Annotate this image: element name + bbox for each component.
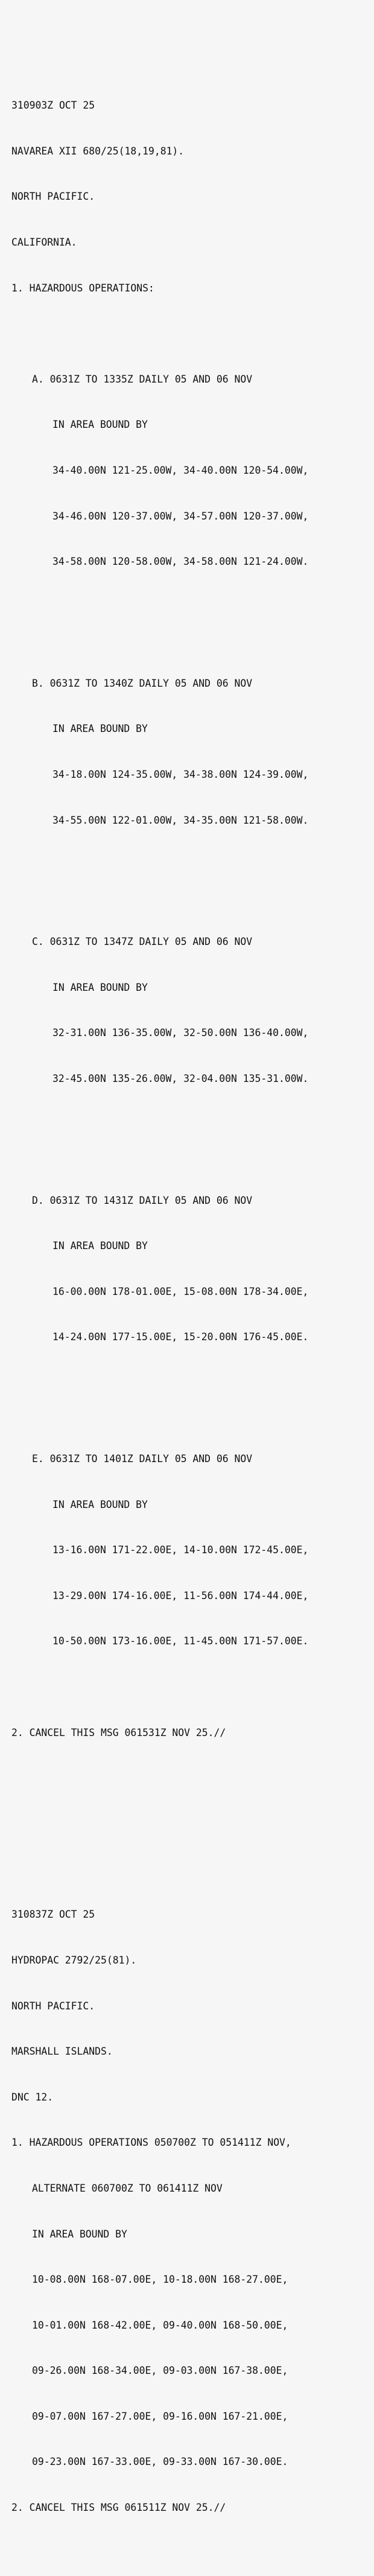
message-region: NORTH PACIFIC. (11, 191, 95, 203)
coordinate-line: 10-50.00N 173-16.00E, 11-45.00N 171-57.00E. (52, 1635, 309, 1647)
message-dtg: 310837Z OCT 25 (11, 1909, 95, 1921)
area-bound-label: IN AREA BOUND BY (52, 419, 148, 431)
coordinate-line: 13-16.00N 171-22.00E, 14-10.00N 172-45.00E, (52, 1544, 309, 1556)
area-bound-label: IN AREA BOUND BY (32, 2228, 127, 2240)
subitem-a (11, 341, 374, 599)
coordinate-line: 10-08.00N 168-07.00E, 10-18.00N 168-27.00E, (32, 2274, 288, 2286)
area-bound-label: IN AREA BOUND BY (52, 1498, 148, 1510)
area-bound-label: IN AREA BOUND BY (52, 981, 148, 993)
area-bound-label: IN AREA BOUND BY (52, 1240, 148, 1252)
coordinate-line: 14-24.00N 177-15.00E, 15-20.00N 176-45.00E. (52, 1331, 309, 1343)
hydropac-message (11, 1877, 374, 2546)
subitem-d (11, 1162, 374, 1375)
coordinate-line: 34-40.00N 121-25.00W, 34-40.00N 120-54.00W, (52, 464, 309, 476)
coordinate-line: 32-31.00N 136-35.00W, 32-50.00N 136-40.00W, (52, 1027, 309, 1039)
message-chart: DNC 12. (11, 2091, 54, 2103)
subitem-header: A. 0631Z TO 1335Z DAILY 05 AND 06 NOV (32, 373, 253, 385)
item-hazardous-operations: 1. HAZARDOUS OPERATIONS: (11, 282, 154, 294)
subitem-header: C. 0631Z TO 1347Z DAILY 05 AND 06 NOV (32, 936, 253, 948)
subitem-header: E. 0631Z TO 1401Z DAILY 05 AND 06 NOV (32, 1452, 253, 1465)
coordinate-line: 16-00.00N 178-01.00E, 15-08.00N 178-34.00E, (52, 1285, 309, 1297)
item-cancel: 2. CANCEL THIS MSG 061531Z NOV 25.// (11, 1726, 226, 1738)
subitem-c (11, 904, 374, 1117)
navarea-message (11, 68, 374, 1770)
subitem-b (11, 645, 374, 858)
coordinate-line: 34-18.00N 124-35.00W, 34-38.00N 124-39.00W, (52, 768, 309, 780)
area-bound-label: IN AREA BOUND BY (52, 723, 148, 735)
coordinate-line: 34-55.00N 122-01.00W, 34-35.00N 121-58.00W. (52, 814, 309, 826)
coordinate-line: 34-46.00N 120-37.00W, 34-57.00N 120-37.00W, (52, 510, 309, 522)
item-cancel: 2. CANCEL THIS MSG 061511Z NOV 25.// (11, 2502, 226, 2514)
coordinate-line: 09-07.00N 167-27.00E, 09-16.00N 167-21.00E, (32, 2410, 288, 2422)
coordinate-line: 34-58.00N 120-58.00W, 34-58.00N 121-24.00W. (52, 556, 309, 568)
message-region: NORTH PACIFIC. (11, 2000, 95, 2012)
coordinate-line: 09-26.00N 168-34.00E, 09-03.00N 167-38.00E, (32, 2365, 288, 2377)
coordinate-line: 09-23.00N 167-33.00E, 09-33.00N 167-30.00E. (32, 2456, 288, 2468)
coordinate-line: 13-29.00N 174-16.00E, 11-56.00N 174-44.00E, (52, 1589, 309, 1601)
warning-document (11, 7, 374, 2576)
subitem-e (11, 1421, 374, 1679)
coordinate-line: 32-45.00N 135-26.00W, 32-04.00N 135-31.00W. (52, 1072, 309, 1084)
message-area: CALIFORNIA. (11, 237, 77, 248)
subitem-header: D. 0631Z TO 1431Z DAILY 05 AND 06 NOV (32, 1194, 253, 1206)
message-area: MARSHALL ISLANDS. (11, 2046, 113, 2058)
message-dtg: 310903Z OCT 25 (11, 100, 95, 112)
message-reference: NAVAREA XII 680/25(18,19,81). (11, 145, 185, 157)
message-reference: HYDROPAC 2792/25(81). (11, 1954, 137, 1966)
subitem-header: B. 0631Z TO 1340Z DAILY 05 AND 06 NOV (32, 677, 253, 689)
coordinate-line: 10-01.00N 168-42.00E, 09-40.00N 168-50.00E, (32, 2319, 288, 2331)
alternate-window: ALTERNATE 060700Z TO 061411Z NOV (32, 2182, 223, 2194)
item-hazardous-operations: 1. HAZARDOUS OPERATIONS 050700Z TO 051411Z NOV, (11, 2137, 291, 2149)
